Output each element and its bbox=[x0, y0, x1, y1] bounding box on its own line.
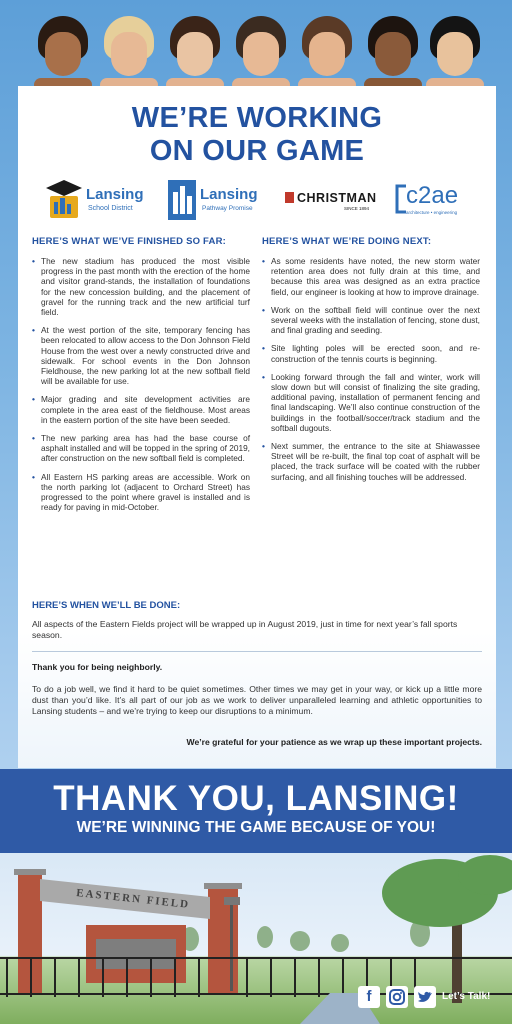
lansing-school-district-logo bbox=[44, 178, 162, 222]
list-item: • Next summer, the entrance to the site at Shiawassee Street will be re-built, the final top coat of asphalt will be placed, the track surface will be coated with the rubber surfacing, and all finishing touches will be addressed. bbox=[262, 441, 480, 482]
thanks-lead: Thank you for being neighborly. bbox=[32, 662, 163, 672]
christman-sub: SINCE 1894 bbox=[344, 206, 370, 211]
list-item: • Site lighting poles will be erected soon, and re-construction of the tennis courts is beginning. bbox=[262, 343, 480, 363]
twitter-bird-icon bbox=[414, 986, 436, 1008]
christman-mark-icon bbox=[284, 178, 296, 222]
eastern-field-sign: EASTERN FIELD bbox=[75, 887, 191, 911]
divider bbox=[32, 651, 482, 652]
list-item: • Major grading and site development activities are complete in the area east of the fieldhouse. Most areas in the eastern portion of the site have been seeded. bbox=[32, 394, 250, 425]
twitter-icon[interactable] bbox=[414, 986, 436, 1008]
people-peeking-photo bbox=[26, 12, 486, 90]
list-item: • Work on the softball field will continue over the next several weeks with the installation of fencing, stone dust, and final grading and seeding. bbox=[262, 305, 480, 336]
instagram-glyph-icon bbox=[386, 986, 408, 1008]
next-heading: HERE’S WHAT WE’RE DOING NEXT: bbox=[262, 236, 432, 247]
christman-name: CHRISTMAN bbox=[297, 191, 377, 205]
partner-logos bbox=[44, 178, 474, 222]
list-item: • As some residents have noted, the new storm water retention area does not fully drain at this time, and because this area was designed as an extra practice field, our engineer is looking at how to improve drainage. bbox=[262, 256, 480, 297]
lsd-name: Lansing bbox=[86, 186, 144, 203]
thanks-body: To do a job well, we find it hard to be quiet sometimes. Other times we may get in your way, or kick up a little more dust than you’d like. It’s all part of our job as we work to deliver unparalleled learning and athletic opportunities to Lansing students – and we’re trying to keep our disruptions to a minimum. bbox=[32, 684, 482, 716]
content-panel bbox=[18, 86, 496, 768]
lpp-name: Lansing bbox=[200, 186, 258, 203]
list-item: • The new parking area has had the base course of asphalt installed and will be topped in the spring of 2019, after construction on the new softball field is completed. bbox=[32, 433, 250, 464]
banner-subline: WE’RE WINNING THE GAME BECAUSE OF YOU! bbox=[76, 819, 436, 836]
lansing-pathway-promise-logo bbox=[168, 178, 276, 222]
title-line-1: WE’RE WORKING bbox=[131, 102, 383, 134]
lpp-sub: Pathway Promise bbox=[202, 205, 253, 212]
lets-talk-label: Let’s Talk! bbox=[442, 991, 491, 1002]
city-skyline-icon bbox=[168, 178, 198, 222]
done-text: All aspects of the Eastern Fields project will be wrapped up in August 2019, just in time for next year’s fall sports season. bbox=[32, 619, 458, 640]
list-item: • The new stadium has produced the most visible progress in the past month with the erection of the home and visitor grand-stands, the installation of foundations for the new concession building, and the placement of gravel for the running track and the new artificial turf field. bbox=[32, 256, 250, 317]
list-item: • All Eastern HS parking areas are accessible. Work on the north parking lot (adjacent to Orchard Street) has progressed to the point where gravel is installed and is ready for paving in mid-October. bbox=[32, 472, 250, 513]
c2ae-name: c2ae bbox=[406, 182, 459, 209]
list-item: • Looking forward through the fall and winter, work will slow down but will consist of finalizing the site grading, additional paving, installation of permanent fencing and final landscaping. We’ll also continue construction of the buildings in the football/soccer/track stadium and the softball dugouts. bbox=[262, 372, 480, 433]
instagram-icon[interactable] bbox=[386, 986, 408, 1008]
next-list bbox=[262, 256, 480, 490]
finished-heading: HERE’S WHAT WE’VE FINISHED SO FAR: bbox=[32, 236, 226, 247]
thanks-closing: We’re grateful for your patience as we wrap up these important projects. bbox=[186, 737, 482, 747]
page-title bbox=[18, 102, 496, 168]
banner-headline: THANK YOU, LANSING! bbox=[53, 779, 459, 818]
facebook-icon[interactable]: f bbox=[358, 986, 380, 1008]
finished-list bbox=[32, 256, 250, 520]
c2ae-sub: architecture • engineering bbox=[406, 210, 458, 215]
graduation-cap-icon bbox=[44, 178, 84, 222]
title-line-2: ON OUR GAME bbox=[149, 135, 365, 167]
list-item: • At the west portion of the site, temporary fencing has been relocated to allow access to the Don Johnson Field House from the west over a newly constructed drive and sidewalk. For school events in the Don Johnson Fieldhouse, the new parking lot at the new softball field will be available for use. bbox=[32, 325, 250, 386]
done-heading: HERE’S WHEN WE’LL BE DONE: bbox=[32, 600, 181, 611]
lsd-sub: School District bbox=[88, 205, 133, 212]
christman-logo bbox=[284, 178, 388, 222]
c2ae-logo bbox=[394, 178, 476, 222]
thank-you-banner bbox=[0, 769, 512, 853]
social-links bbox=[358, 986, 508, 1010]
